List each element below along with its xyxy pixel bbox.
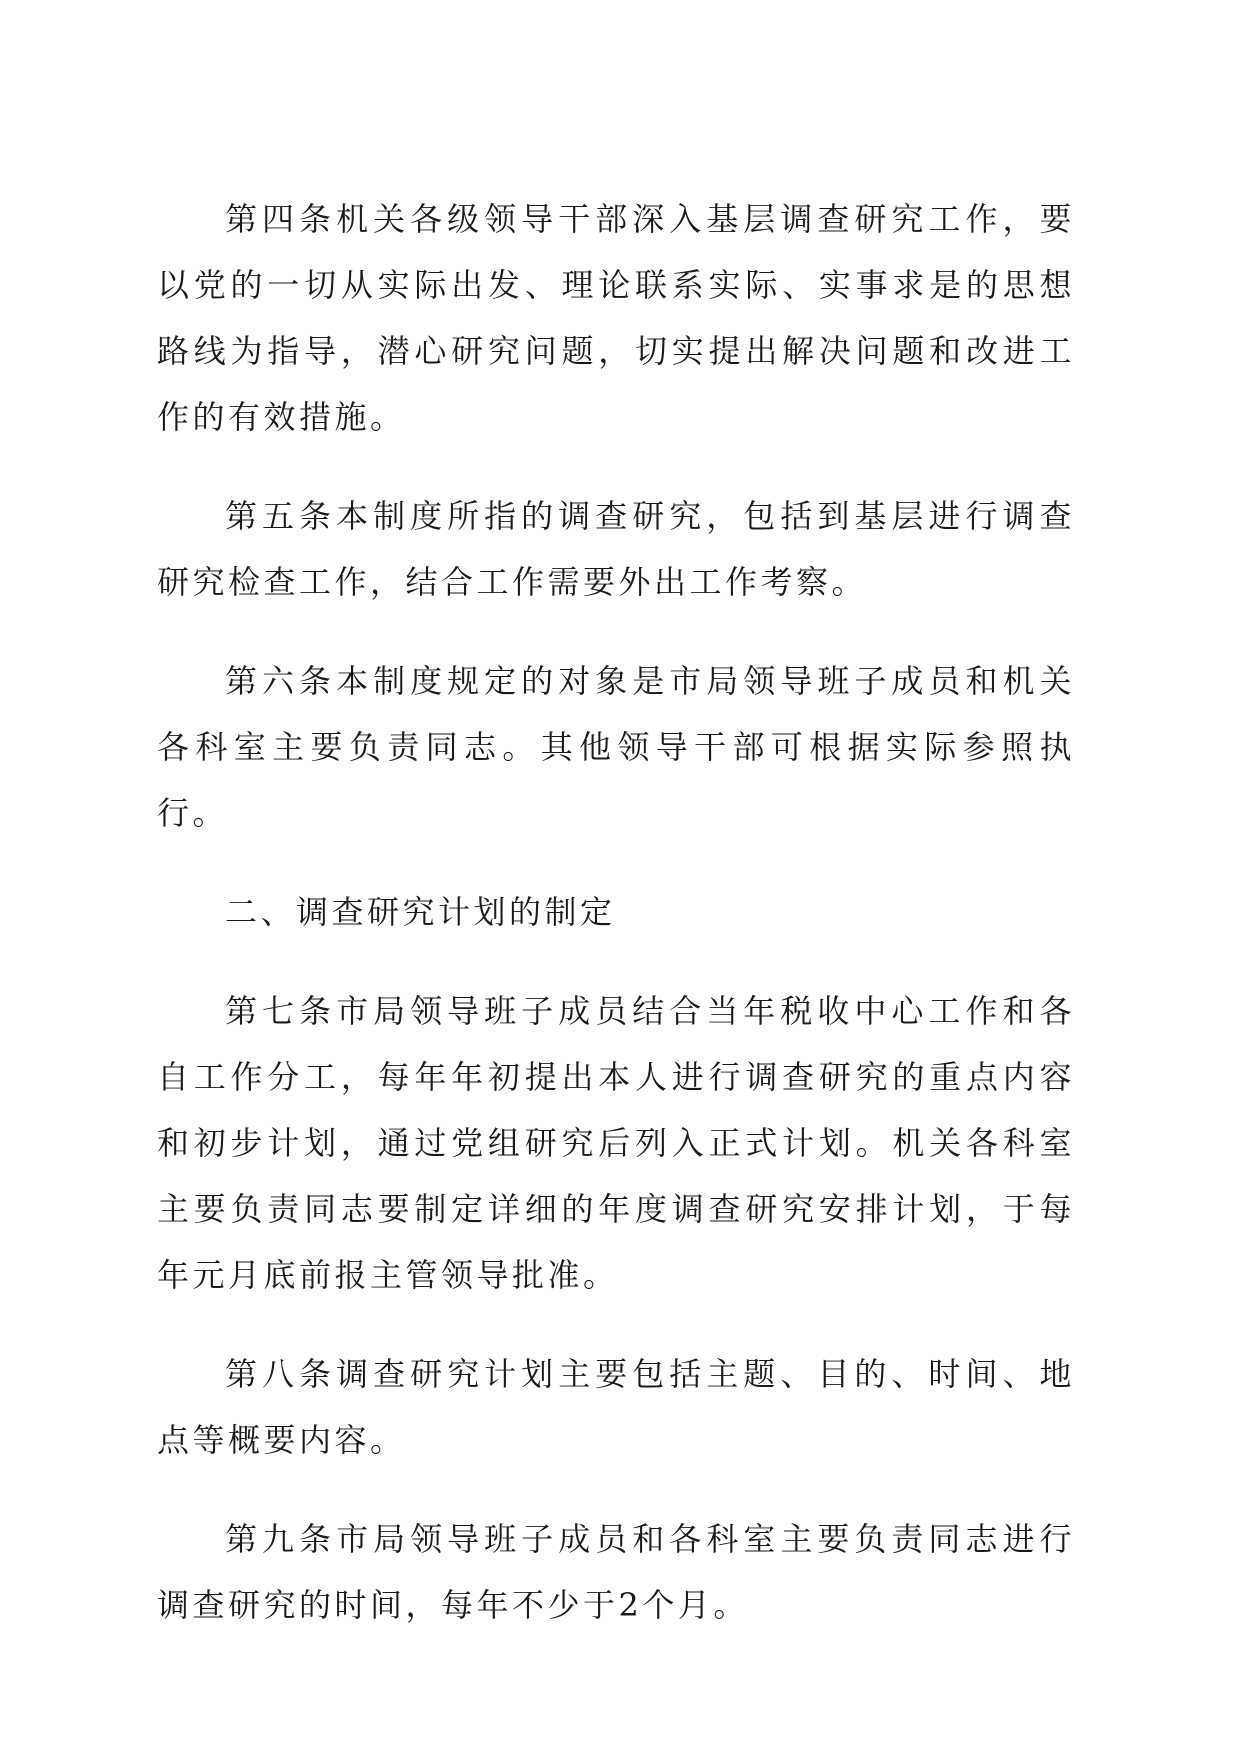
section-heading: 二、调查研究计划的制定 [225,893,616,931]
paragraph-article-5: 第五条本制度所指的调查研究，包括到基层进行调查研究检查工作，结合工作需要外出工作考察。 [157,497,1075,601]
paragraph-article-4: 第四条机关各级领导干部深入基层调查研究工作，要以党的一切从实际出发、理论联系实际、实事求是的思想路线为指导，潜心研究问题，切实提出解决问题和改进工作的有效措施。 [157,200,1075,436]
document-page [157,186,1075,1671]
paragraph-article-6: 第六条本制度规定的对象是市局领导班子成员和机关各科室主要负责同志。其他领导干部可根据实际参照执行。 [157,662,1075,832]
paragraph-article-7: 第七条市局领导班子成员结合当年税收中心工作和各自工作分工，每年年初提出本人进行调查研究的重点内容和初步计划，通过党组研究后列入正式计划。机关各科室主要负责同志要制定详细的年度调查研究安排计划，于每年元月底前报主管领导批准。 [157,992,1075,1294]
paragraph-article-9: 第九条市局领导班子成员和各科室主要负责同志进行调查研究的时间，每年不少于2个月。 [157,1520,1075,1624]
paragraph-article-8: 第八条调查研究计划主要包括主题、目的、时间、地点等概要内容。 [157,1355,1075,1459]
